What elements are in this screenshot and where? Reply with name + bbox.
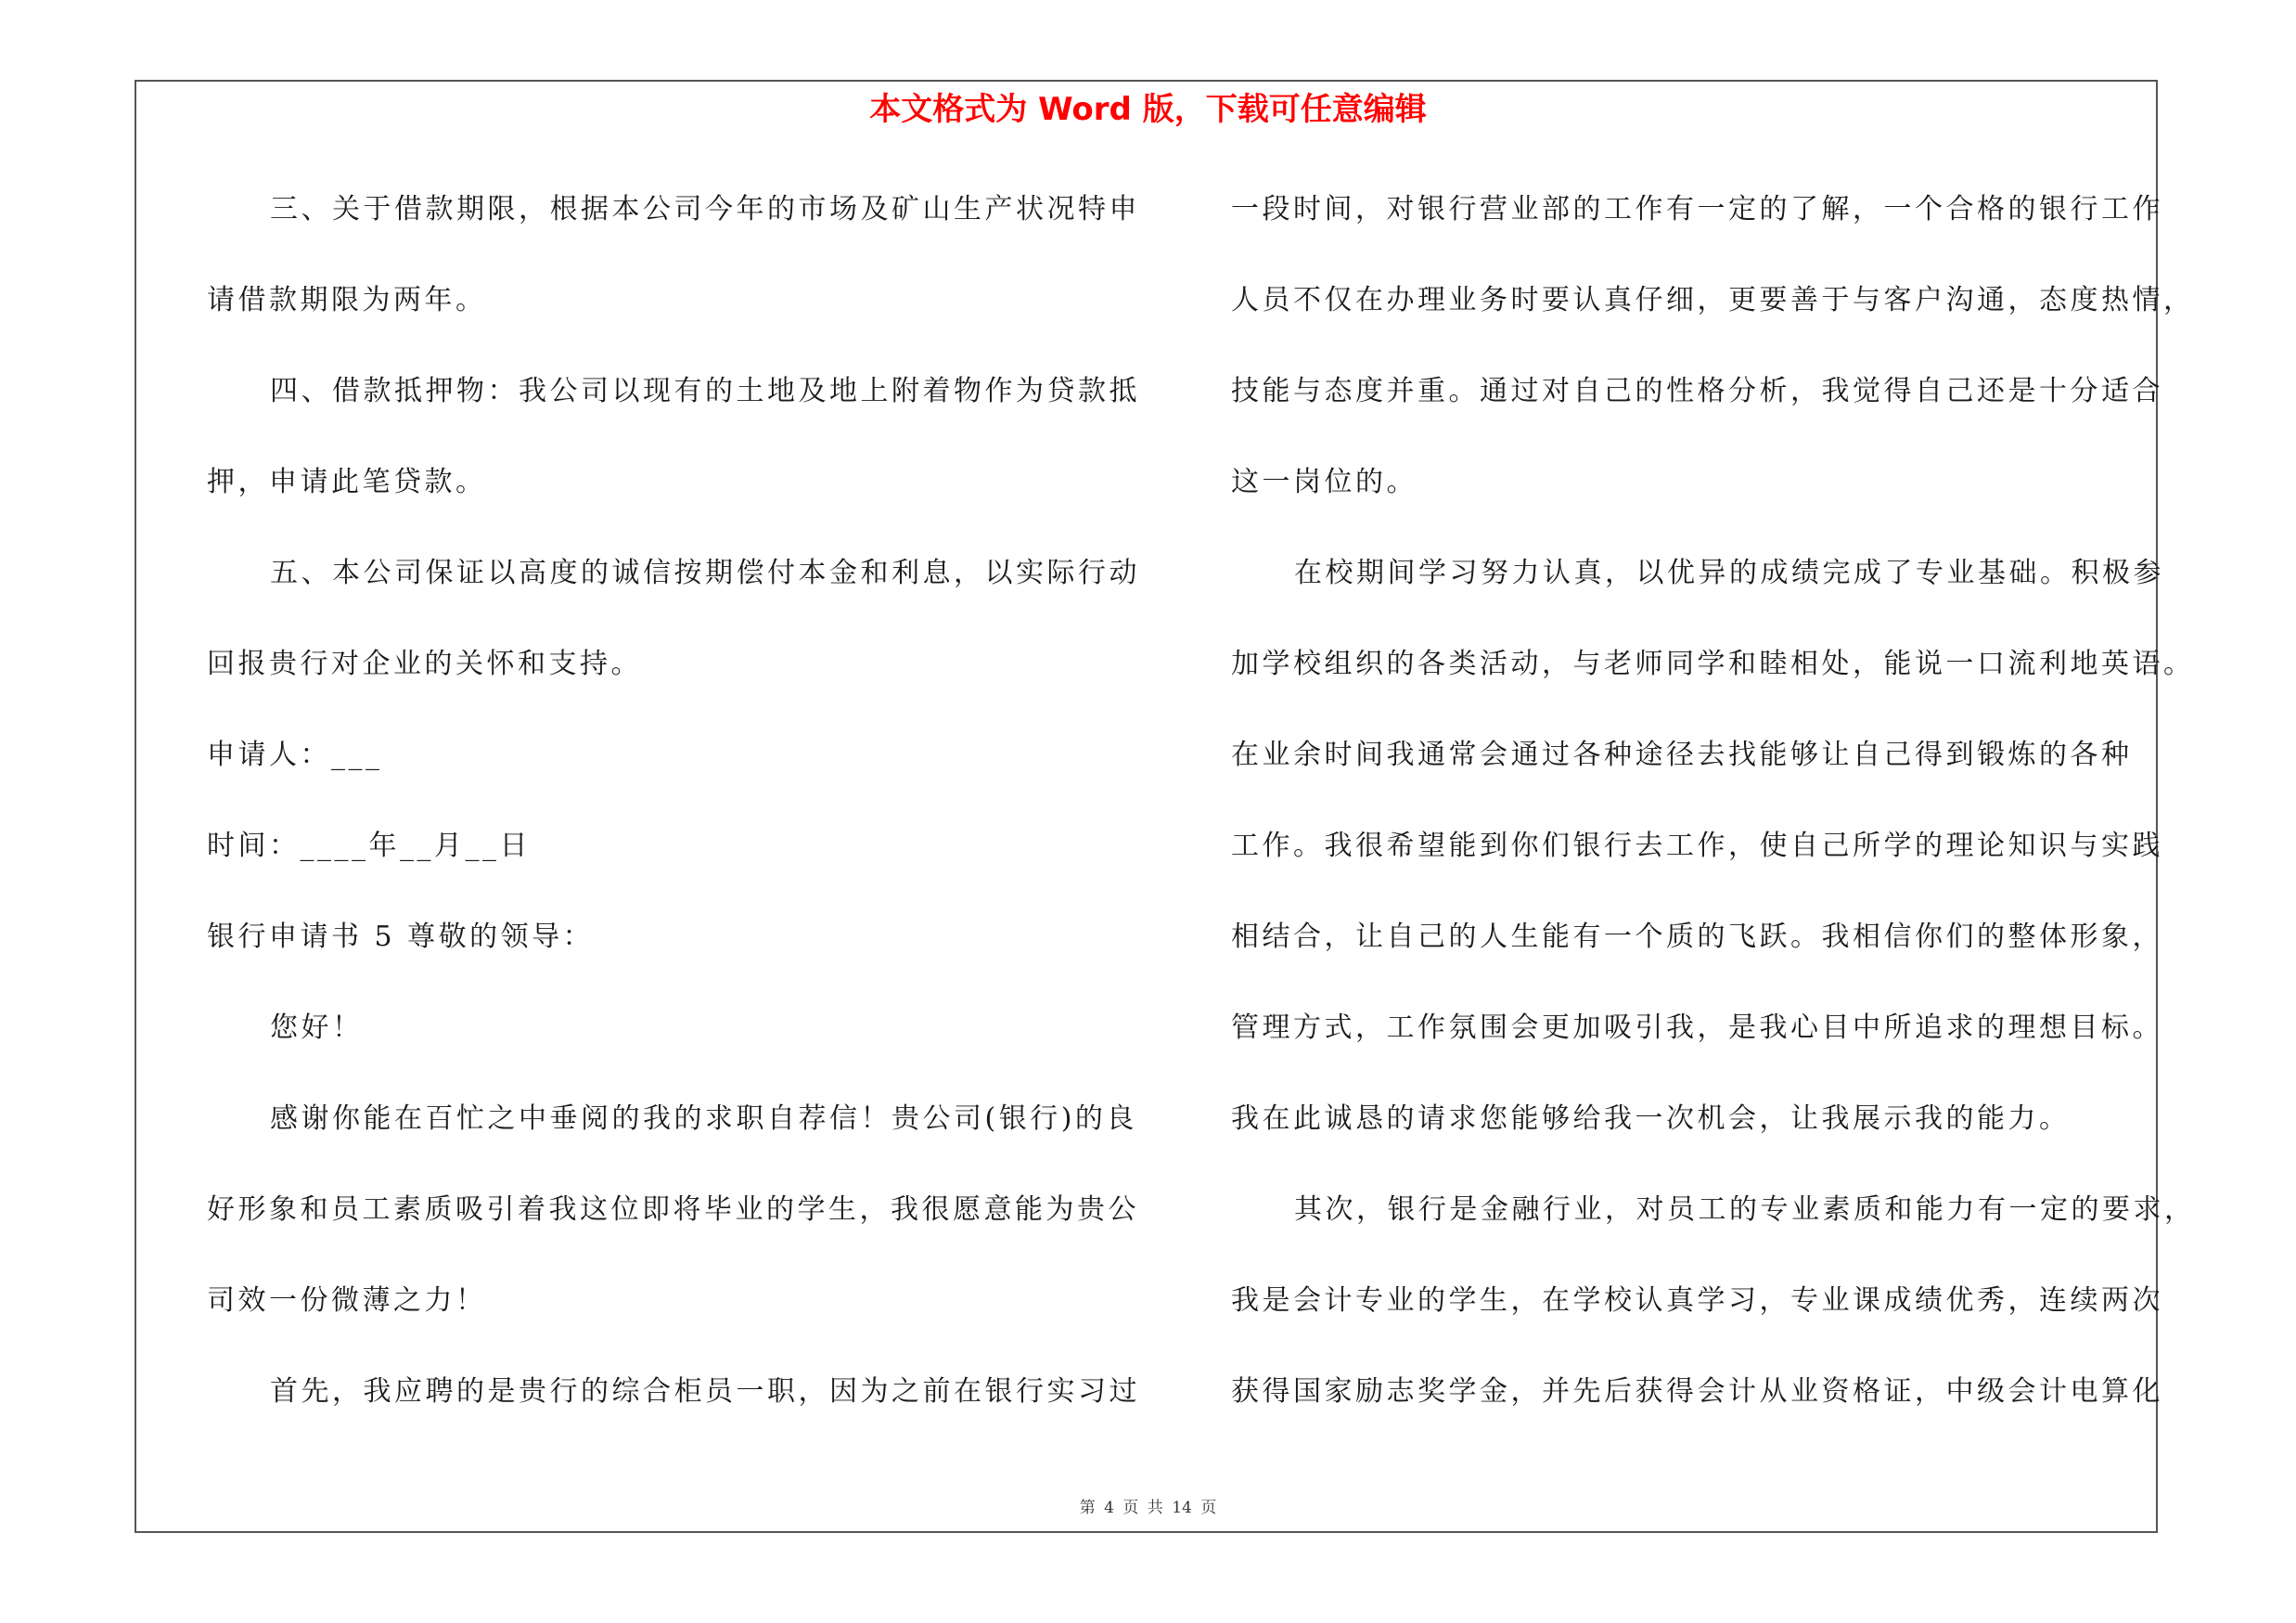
footer-page-word: 第 [1079,1499,1096,1517]
text-line: 加学校组织的各类活动，与老师同学和睦相处，能说一口流利地英语。 [1231,648,2195,680]
text-line: 在业余时间我通常会通过各种途径去找能够让自己得到锻炼的各种 [1231,739,2133,771]
text-line: 工作。我很希望能到你们银行去工作，使自己所学的理论知识与实践 [1231,830,2163,862]
text-line: 获得国家励志奖学金，并先后获得会计从业资格证，中级会计电算化 [1231,1375,2163,1408]
text-line: 司效一份微薄之力！ [207,1284,487,1317]
text-line: 这一岗位的。 [1231,466,1417,498]
footer-page-unit: 页 [1122,1499,1139,1517]
text-line: 银行申请书 5 尊敬的领导： [207,921,595,953]
text-line: 五、本公司保证以高度的诚信按期偿付本金和利息，以实际行动 [270,557,1140,589]
text-line: 人员不仅在办理业务时要认真仔细，更要善于与客户沟通，态度热情， [1231,284,2195,316]
text-line: 申请人：___ [207,739,383,771]
text-line: 一段时间，对银行营业部的工作有一定的了解，一个合格的银行工作 [1231,193,2163,225]
text-line: 其次，银行是金融行业，对员工的专业素质和能力有一定的要求， [1294,1193,2196,1226]
text-line: 押，申请此笔贷款。 [207,466,487,498]
footer-total-unit: 页 [1200,1499,1217,1517]
page-number-footer [0,1494,2296,1517]
text-line: 时间：____年__月__日 [207,830,531,862]
text-line: 四、借款抵押物：我公司以现有的土地及地上附着物作为贷款抵 [270,375,1140,407]
text-line: 管理方式，工作氛围会更加吸引我，是我心目中所追求的理想目标。 [1231,1011,2163,1044]
left-column [207,186,1140,1459]
format-banner: 本文格式为 Word 版，下载可任意编辑 [869,91,1427,128]
text-line: 我是会计专业的学生，在学校认真学习，专业课成绩优秀，连续两次 [1231,1284,2163,1317]
footer-page-current: 4 [1104,1499,1114,1517]
text-line: 您好！ [270,1011,364,1044]
right-column [1231,186,2196,1459]
text-line: 相结合，让自己的人生能有一个质的飞跃。我相信你们的整体形象， [1231,921,2163,953]
text-line: 三、关于借款期限，根据本公司今年的市场及矿山生产状况特申 [270,193,1140,225]
text-line: 请借款期限为两年。 [207,284,487,316]
text-line: 我在此诚恳的请求您能够给我一次机会，让我展示我的能力。 [1231,1102,2071,1135]
text-line: 技能与态度并重。通过对自己的性格分析，我觉得自己还是十分适合 [1231,375,2163,407]
text-line: 在校期间学习努力认真，以优异的成绩完成了专业基础。积极参 [1294,557,2164,589]
text-line: 好形象和员工素质吸引着我这位即将毕业的学生，我很愿意能为贵公 [207,1193,1139,1226]
text-line: 首先，我应聘的是贵行的综合柜员一职，因为之前在银行实习过 [270,1375,1140,1408]
text-line: 回报贵行对企业的关怀和支持。 [207,648,642,680]
footer-page-total: 14 [1172,1499,1192,1517]
footer-total-word: 共 [1147,1499,1163,1517]
text-line: 感谢你能在百忙之中垂阅的我的求职自荐信！贵公司(银行)的良 [270,1102,1137,1135]
